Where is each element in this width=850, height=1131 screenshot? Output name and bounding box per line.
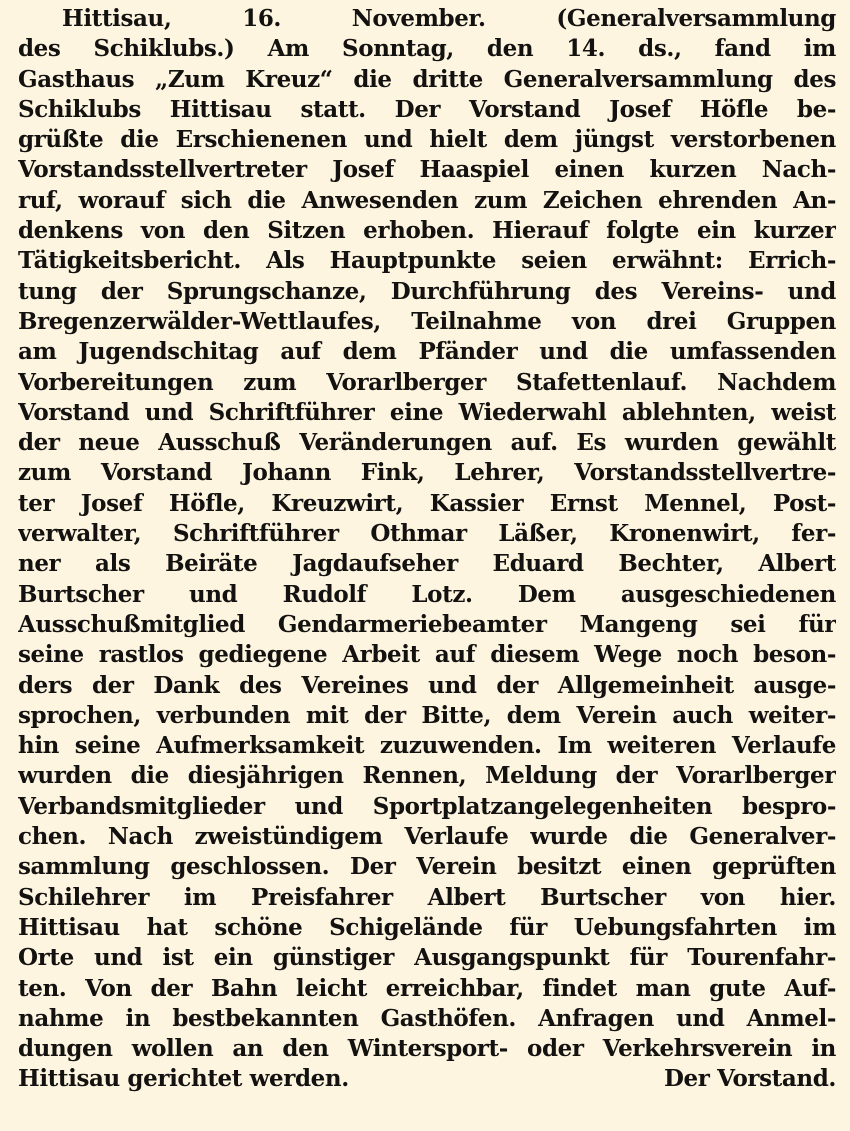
article-line: Vorbereitungen zum Vorarlberger Stafettenlauf. Nachdem — [18, 368, 836, 396]
article-line: der neue Ausschuß Veränderungen auf. Es wurden gewählt — [18, 429, 836, 457]
article-line: ten. Von der Bahn leicht erreichbar, findet man gute Auf- — [18, 974, 836, 1002]
article-line: hin seine Aufmerksamkeit zuzuwenden. Im weiteren Verlaufe — [18, 732, 836, 760]
article-closing-line — [18, 1064, 836, 1094]
article-line: am Jugendschitag auf dem Pfänder und die umfassenden — [18, 338, 836, 366]
article-line: dungen wollen an den Wintersport- oder Verkehrsverein in — [18, 1035, 836, 1063]
article-line: denkens von den Sitzen erhoben. Hierauf folgte ein kurzer — [18, 217, 836, 245]
article-line: Schilehrer im Preisfahrer Albert Burtscher von hier. — [18, 883, 836, 911]
article-line: Vorstand und Schriftführer eine Wiederwahl ablehnten, weist — [18, 398, 836, 426]
article-line: chen. Nach zweistündigem Verlaufe wurde die Generalver- — [18, 823, 836, 851]
article-line: ner als Beiräte Jagdaufseher Eduard Bechter, Albert — [18, 550, 836, 578]
article-line: sprochen, verbunden mit der Bitte, dem Verein auch weiter- — [18, 701, 836, 729]
article-line: Bregenzerwälder-Wettlaufes, Teilnahme von drei Gruppen — [18, 307, 836, 335]
article-line: sammlung geschlossen. Der Verein besitzt einen geprüften — [18, 853, 836, 881]
article-line: Schiklubs Hittisau statt. Der Vorstand Josef Höfle be- — [18, 95, 836, 123]
article-line: des Schiklubs.) Am Sonntag, den 14. ds., fand im — [18, 35, 836, 63]
article-line: ders der Dank des Vereines und der Allgemeinheit ausge- — [18, 671, 836, 699]
article-line: seine rastlos gediegene Arbeit auf diesem Wege noch beson- — [18, 641, 836, 669]
article-line: Burtscher und Rudolf Lotz. Dem ausgeschiedenen — [18, 580, 836, 608]
article-line: ruf, worauf sich die Anwesenden zum Zeichen ehrenden An- — [18, 186, 836, 214]
article-line: Orte und ist ein günstiger Ausgangspunkt für Tourenfahr- — [18, 944, 836, 972]
article-line: Gasthaus „Zum Kreuz“ die dritte Generalversammlung des — [18, 65, 836, 93]
article-line: Tätigkeitsbericht. Als Hauptpunkte seien erwähnt: Errich- — [18, 247, 836, 275]
article-line: tung der Sprungschanze, Durchführung des Vereins- und — [18, 277, 836, 305]
article-line: verwalter, Schriftführer Othmar Läßer, Kronenwirt, fer- — [18, 520, 836, 548]
article-line: Ausschußmitglied Gendarmeriebeamter Mangeng sei für — [18, 610, 836, 638]
article-line: zum Vorstand Johann Fink, Lehrer, Vorstandsstellvertre- — [18, 459, 836, 487]
article-final-text: Hittisau gerichtet werden. — [18, 1065, 349, 1093]
article-line: ter Josef Höfle, Kreuzwirt, Kassier Ernst Mennel, Post- — [18, 489, 836, 517]
article-line: wurden die diesjährigen Rennen, Meldung der Vorarlberger — [18, 762, 836, 790]
article-line: grüßte die Erschienenen und hielt dem jüngst verstorbenen — [18, 126, 836, 154]
article-line: Vorstandsstellvertreter Josef Haaspiel einen kurzen Nach- — [18, 156, 836, 184]
article-line: Hittisau, 16. November. (Generalversammlung — [62, 5, 836, 32]
article-line: Hittisau hat schöne Schigelände für Uebungsfahrten im — [18, 913, 836, 941]
article-line: Verbandsmitglieder und Sportplatzangelegenheiten bespro- — [18, 792, 836, 820]
article-signature: Der Vorstand. — [664, 1065, 836, 1093]
article-line: nahme in bestbekannten Gasthöfen. Anfragen und Anmel- — [18, 1004, 836, 1032]
